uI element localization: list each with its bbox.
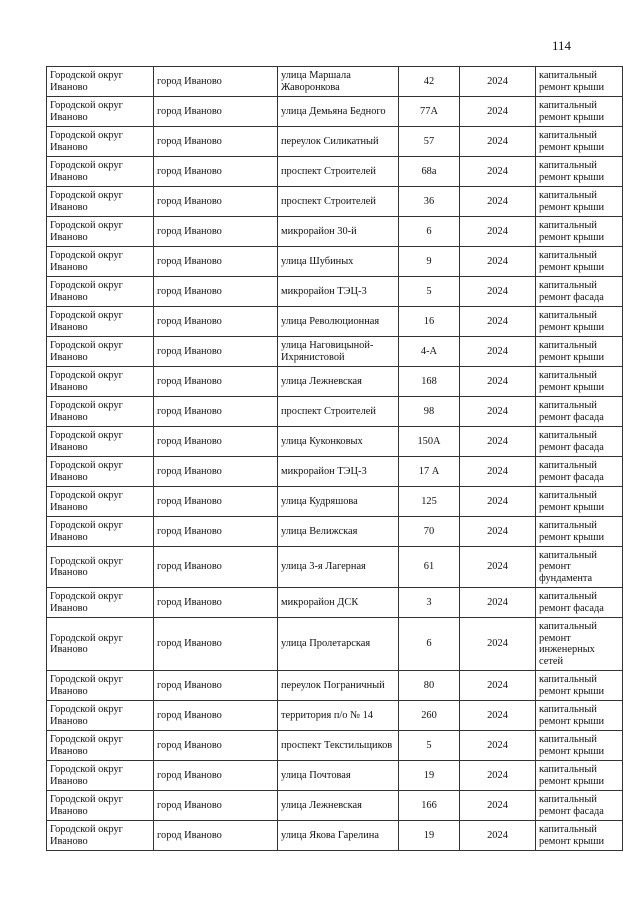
work-type-cell: капитальный ремонт крыши xyxy=(536,367,623,397)
street-cell: улица Якова Гарелина xyxy=(278,821,399,851)
street-cell: переулок Силикатный xyxy=(278,127,399,157)
city-cell: город Иваново xyxy=(154,277,278,307)
work-type-cell: капитальный ремонт крыши xyxy=(536,187,623,217)
table-row xyxy=(47,761,623,791)
table-row xyxy=(47,731,623,761)
street-cell: улица Почтовая xyxy=(278,761,399,791)
house-number-cell: 16 xyxy=(399,307,460,337)
work-type-cell: капитальный ремонт крыши xyxy=(536,761,623,791)
street-cell: улица Наговицыной-Ихрянистовой xyxy=(278,337,399,367)
street-cell: улица Шубиных xyxy=(278,247,399,277)
table-row xyxy=(47,701,623,731)
year-cell: 2024 xyxy=(460,247,536,277)
house-number-cell: 260 xyxy=(399,701,460,731)
year-cell: 2024 xyxy=(460,821,536,851)
district-cell: Городской округ Иваново xyxy=(47,307,154,337)
city-cell: город Иваново xyxy=(154,217,278,247)
district-cell: Городской округ Иваново xyxy=(47,731,154,761)
city-cell: город Иваново xyxy=(154,187,278,217)
city-cell: город Иваново xyxy=(154,517,278,547)
house-number-cell: 5 xyxy=(399,731,460,761)
work-type-cell: капитальный ремонт фундамента xyxy=(536,547,623,588)
year-cell: 2024 xyxy=(460,701,536,731)
district-cell: Городской округ Иваново xyxy=(47,367,154,397)
work-type-cell: капитальный ремонт фасада xyxy=(536,277,623,307)
repair-schedule-table xyxy=(46,66,623,851)
city-cell: город Иваново xyxy=(154,761,278,791)
year-cell: 2024 xyxy=(460,457,536,487)
district-cell: Городской округ Иваново xyxy=(47,821,154,851)
year-cell: 2024 xyxy=(460,791,536,821)
district-cell: Городской округ Иваново xyxy=(47,97,154,127)
street-cell: микрорайон ТЭЦ-3 xyxy=(278,457,399,487)
house-number-cell: 70 xyxy=(399,517,460,547)
year-cell: 2024 xyxy=(460,307,536,337)
house-number-cell: 19 xyxy=(399,761,460,791)
house-number-cell: 168 xyxy=(399,367,460,397)
year-cell: 2024 xyxy=(460,671,536,701)
year-cell: 2024 xyxy=(460,487,536,517)
table-row xyxy=(47,97,623,127)
house-number-cell: 17 А xyxy=(399,457,460,487)
work-type-cell: капитальный ремонт фасада xyxy=(536,791,623,821)
street-cell: улица Велижская xyxy=(278,517,399,547)
district-cell: Городской округ Иваново xyxy=(47,67,154,97)
year-cell: 2024 xyxy=(460,547,536,588)
district-cell: Городской округ Иваново xyxy=(47,337,154,367)
table-row xyxy=(47,671,623,701)
work-type-cell: капитальный ремонт крыши xyxy=(536,821,623,851)
year-cell: 2024 xyxy=(460,337,536,367)
city-cell: город Иваново xyxy=(154,731,278,761)
work-type-cell: капитальный ремонт крыши xyxy=(536,127,623,157)
street-cell: улица Куконковых xyxy=(278,427,399,457)
work-type-cell: капитальный ремонт крыши xyxy=(536,67,623,97)
district-cell: Городской округ Иваново xyxy=(47,517,154,547)
street-cell: микрорайон ДСК xyxy=(278,588,399,618)
table-row xyxy=(47,187,623,217)
district-cell: Городской округ Иваново xyxy=(47,791,154,821)
district-cell: Городской округ Иваново xyxy=(47,457,154,487)
work-type-cell: капитальный ремонт фасада xyxy=(536,457,623,487)
work-type-cell: капитальный ремонт крыши xyxy=(536,701,623,731)
work-type-cell: капитальный ремонт крыши xyxy=(536,731,623,761)
city-cell: город Иваново xyxy=(154,427,278,457)
district-cell: Городской округ Иваново xyxy=(47,187,154,217)
street-cell: микрорайон 30-й xyxy=(278,217,399,247)
street-cell: проспект Строителей xyxy=(278,157,399,187)
district-cell: Городской округ Иваново xyxy=(47,588,154,618)
house-number-cell: 9 xyxy=(399,247,460,277)
work-type-cell: капитальный ремонт фасада xyxy=(536,588,623,618)
year-cell: 2024 xyxy=(460,367,536,397)
city-cell: город Иваново xyxy=(154,247,278,277)
city-cell: город Иваново xyxy=(154,618,278,671)
year-cell: 2024 xyxy=(460,427,536,457)
district-cell: Городской округ Иваново xyxy=(47,671,154,701)
table-row xyxy=(47,791,623,821)
table-body xyxy=(47,67,623,851)
house-number-cell: 61 xyxy=(399,547,460,588)
table-row xyxy=(47,618,623,671)
street-cell: территория п/о № 14 xyxy=(278,701,399,731)
street-cell: улица Маршала Жаворонкова xyxy=(278,67,399,97)
street-cell: улица Революционная xyxy=(278,307,399,337)
work-type-cell: капитальный ремонт крыши xyxy=(536,217,623,247)
year-cell: 2024 xyxy=(460,127,536,157)
city-cell: город Иваново xyxy=(154,97,278,127)
year-cell: 2024 xyxy=(460,517,536,547)
house-number-cell: 77А xyxy=(399,97,460,127)
table-row xyxy=(47,217,623,247)
table-row xyxy=(47,307,623,337)
work-type-cell: капитальный ремонт инженерных сетей xyxy=(536,618,623,671)
city-cell: город Иваново xyxy=(154,307,278,337)
year-cell: 2024 xyxy=(460,761,536,791)
table-row xyxy=(47,457,623,487)
work-type-cell: капитальный ремонт фасада xyxy=(536,427,623,457)
city-cell: город Иваново xyxy=(154,821,278,851)
street-cell: проспект Строителей xyxy=(278,397,399,427)
work-type-cell: капитальный ремонт крыши xyxy=(536,157,623,187)
house-number-cell: 125 xyxy=(399,487,460,517)
district-cell: Городской округ Иваново xyxy=(47,701,154,731)
house-number-cell: 80 xyxy=(399,671,460,701)
year-cell: 2024 xyxy=(460,97,536,127)
house-number-cell: 5 xyxy=(399,277,460,307)
work-type-cell: капитальный ремонт крыши xyxy=(536,97,623,127)
city-cell: город Иваново xyxy=(154,588,278,618)
year-cell: 2024 xyxy=(460,618,536,671)
table-row xyxy=(47,427,623,457)
house-number-cell: 42 xyxy=(399,67,460,97)
year-cell: 2024 xyxy=(460,731,536,761)
house-number-cell: 150А xyxy=(399,427,460,457)
district-cell: Городской округ Иваново xyxy=(47,761,154,791)
year-cell: 2024 xyxy=(460,157,536,187)
table-row xyxy=(47,367,623,397)
city-cell: город Иваново xyxy=(154,487,278,517)
house-number-cell: 166 xyxy=(399,791,460,821)
year-cell: 2024 xyxy=(460,217,536,247)
house-number-cell: 36 xyxy=(399,187,460,217)
city-cell: город Иваново xyxy=(154,367,278,397)
district-cell: Городской округ Иваново xyxy=(47,157,154,187)
street-cell: микрорайон ТЭЦ-3 xyxy=(278,277,399,307)
street-cell: улица Лежневская xyxy=(278,367,399,397)
street-cell: улица 3-я Лагерная xyxy=(278,547,399,588)
work-type-cell: капитальный ремонт крыши xyxy=(536,307,623,337)
work-type-cell: капитальный ремонт фасада xyxy=(536,397,623,427)
city-cell: город Иваново xyxy=(154,397,278,427)
year-cell: 2024 xyxy=(460,67,536,97)
work-type-cell: капитальный ремонт крыши xyxy=(536,487,623,517)
table-row xyxy=(47,247,623,277)
work-type-cell: капитальный ремонт крыши xyxy=(536,671,623,701)
street-cell: проспект Строителей xyxy=(278,187,399,217)
city-cell: город Иваново xyxy=(154,791,278,821)
street-cell: улица Демьяна Бедного xyxy=(278,97,399,127)
city-cell: город Иваново xyxy=(154,127,278,157)
page-number: 114 xyxy=(552,38,572,53)
street-cell: улица Лежневская xyxy=(278,791,399,821)
year-cell: 2024 xyxy=(460,397,536,427)
table-row xyxy=(47,127,623,157)
work-type-cell: капитальный ремонт крыши xyxy=(536,247,623,277)
table-row xyxy=(47,397,623,427)
district-cell: Городской округ Иваново xyxy=(47,247,154,277)
year-cell: 2024 xyxy=(460,187,536,217)
city-cell: город Иваново xyxy=(154,701,278,731)
year-cell: 2024 xyxy=(460,588,536,618)
table-row xyxy=(47,487,623,517)
house-number-cell: 19 xyxy=(399,821,460,851)
house-number-cell: 4-А xyxy=(399,337,460,367)
city-cell: город Иваново xyxy=(154,157,278,187)
table-row xyxy=(47,588,623,618)
city-cell: город Иваново xyxy=(154,547,278,588)
district-cell: Городской округ Иваново xyxy=(47,547,154,588)
district-cell: Городской округ Иваново xyxy=(47,397,154,427)
work-type-cell: капитальный ремонт крыши xyxy=(536,337,623,367)
district-cell: Городской округ Иваново xyxy=(47,217,154,247)
house-number-cell: 68а xyxy=(399,157,460,187)
city-cell: город Иваново xyxy=(154,457,278,487)
house-number-cell: 98 xyxy=(399,397,460,427)
street-cell: переулок Пограничный xyxy=(278,671,399,701)
table-row xyxy=(47,277,623,307)
table-row xyxy=(47,337,623,367)
district-cell: Городской округ Иваново xyxy=(47,487,154,517)
district-cell: Городской округ Иваново xyxy=(47,618,154,671)
table-row xyxy=(47,517,623,547)
house-number-cell: 3 xyxy=(399,588,460,618)
table-row xyxy=(47,547,623,588)
table-row xyxy=(47,821,623,851)
district-cell: Городской округ Иваново xyxy=(47,127,154,157)
street-cell: улица Пролетарская xyxy=(278,618,399,671)
street-cell: проспект Текстильщиков xyxy=(278,731,399,761)
house-number-cell: 6 xyxy=(399,618,460,671)
city-cell: город Иваново xyxy=(154,671,278,701)
year-cell: 2024 xyxy=(460,277,536,307)
work-type-cell: капитальный ремонт крыши xyxy=(536,517,623,547)
city-cell: город Иваново xyxy=(154,67,278,97)
city-cell: город Иваново xyxy=(154,337,278,367)
district-cell: Городской округ Иваново xyxy=(47,277,154,307)
house-number-cell: 57 xyxy=(399,127,460,157)
street-cell: улица Кудряшова xyxy=(278,487,399,517)
district-cell: Городской округ Иваново xyxy=(47,427,154,457)
table-row xyxy=(47,67,623,97)
table-row xyxy=(47,157,623,187)
house-number-cell: 6 xyxy=(399,217,460,247)
